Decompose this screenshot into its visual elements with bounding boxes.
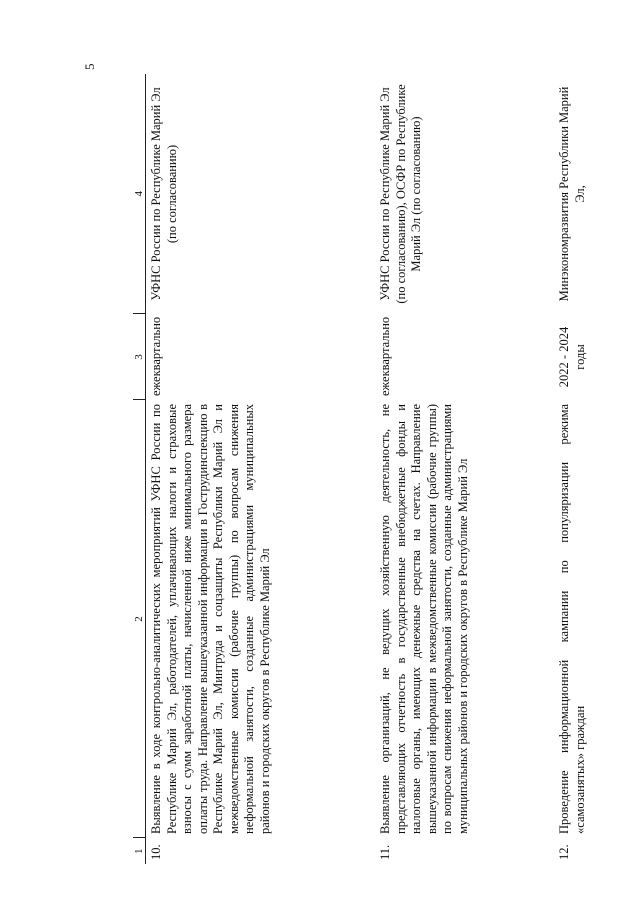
column-header-term: 3 xyxy=(133,314,146,400)
row-number: 12. xyxy=(557,844,571,860)
rotated-table-container xyxy=(133,74,603,864)
row-number: 11. xyxy=(378,844,392,860)
row-term: ежеквартально xyxy=(149,316,163,396)
row-description: Проведение информационной кампании по популяризации режима «самозанятых» граждан xyxy=(557,404,587,834)
row-description: Выявление организаций, не ведущих хозяйственную деятельность, не представляющих отчетность в государственные внебюджетные фонды и налоговые органы, имеющих денежные средства на счетах. Направление вышеуказанной информации в межведомственные комиссии (рабочие группы) по вопросам снижения неформальной занятости, созданные администрациями муниципальных районов и городских округов в Республике Марий Эл xyxy=(378,404,470,834)
row-description: Выявление в ходе контрольно-аналитических мероприятий УФНС России по Республике Марий Эл, работодателей, уплачивающих налоги и страховые взносы с сумм заработной платы, начисленной ниже минимального размера оплаты труда. Направление вышеуказанной информации в Гострудинспекцию в Республике Марий Эл, Минтруда и соцзащиты Республики Марий Эл и межведомственные комиссии (рабочие группы) по вопросам снижения неформальной занятости, созданные администрациями муниципальных районов и городских округов в Республике Марий Эл xyxy=(149,404,272,834)
row-responsible: УФНС России по Республике Марий Эл (по согласованию), ОСФР по Республике Марий Эл (по согласованию) xyxy=(378,84,423,304)
table-row xyxy=(146,74,376,864)
table-row xyxy=(375,74,554,864)
row-responsible: Минэкономразвития Республики Марий Эл, xyxy=(557,86,587,302)
column-header-description: 2 xyxy=(133,400,146,838)
action-plan-table xyxy=(133,74,617,864)
table-header-row xyxy=(133,74,146,864)
page-number: 5 xyxy=(82,63,97,70)
row-number: 10. xyxy=(149,844,163,860)
table-row xyxy=(554,74,617,864)
row-responsible: УФНС России по Республике Марий Эл (по согласованию) xyxy=(149,87,179,301)
column-header-responsible: 4 xyxy=(133,74,146,314)
column-header-number: 1 xyxy=(133,838,146,864)
row-term: 2022 - 2024 годы xyxy=(557,326,587,388)
row-term: ежеквартально xyxy=(378,316,392,396)
